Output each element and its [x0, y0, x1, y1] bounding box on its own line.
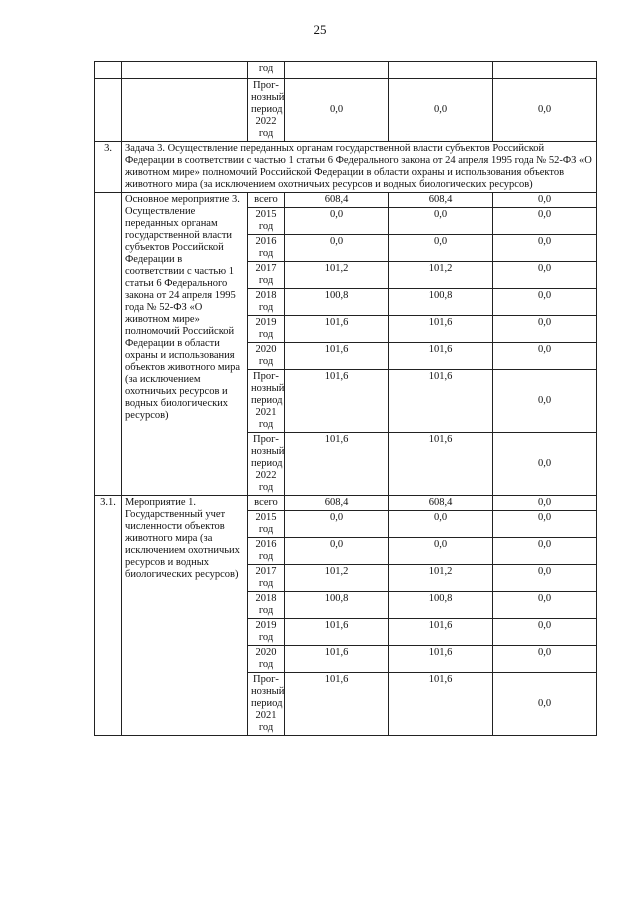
table-row	[95, 193, 597, 208]
row-number: 3.	[95, 142, 122, 193]
value-cell: 100,8	[389, 592, 493, 619]
period-cell: 2019 год	[248, 619, 285, 646]
table-row	[95, 79, 597, 142]
value-cell: 0,0	[493, 673, 597, 736]
value-cell: 101,6	[285, 370, 389, 433]
value-cell: 0,0	[493, 208, 597, 235]
period-cell: Прог- нозный период 2021 год	[248, 370, 285, 433]
table-row	[95, 62, 597, 79]
value-cell: 0,0	[493, 193, 597, 208]
value-cell: 101,6	[389, 316, 493, 343]
value-cell: 100,8	[285, 592, 389, 619]
period-cell: всего	[248, 496, 285, 511]
value-cell: 100,8	[389, 289, 493, 316]
value-cell: 101,6	[389, 646, 493, 673]
value-cell: 0,0	[285, 208, 389, 235]
event-name: Мероприятие 1. Государственный учет численности объектов животного мира (за исключением охотничьих ресурсов и водных биологических ресурсов)	[122, 496, 248, 736]
period-cell: 2016 год	[248, 538, 285, 565]
empty-cell	[389, 62, 493, 79]
value-cell: 101,2	[285, 565, 389, 592]
value-cell: 100,8	[285, 289, 389, 316]
value-cell: 0,0	[493, 496, 597, 511]
period-cell: 2015 год	[248, 511, 285, 538]
value-cell: 0,0	[285, 538, 389, 565]
table-row	[95, 496, 597, 511]
value-cell: 608,4	[389, 193, 493, 208]
value-cell: 0,0	[389, 511, 493, 538]
row-number	[95, 193, 122, 496]
period-cell: 2018 год	[248, 592, 285, 619]
value-cell: 101,6	[389, 433, 493, 496]
value-cell: 0,0	[389, 79, 493, 142]
value-cell: 0,0	[285, 511, 389, 538]
value-cell: 0,0	[493, 289, 597, 316]
empty-cell	[95, 79, 122, 142]
event-name: Основное мероприятие 3. Осуществление переданных органам государственной власти субъектов Российской Федерации в соответствии с частью 1 статьи 6 Федерального закона от 24 апреля 1995 года № 52-ФЗ «О животном мире» полномочий Российской Федерации в области охраны и использования объектов животного мира (за исключением охотничьих ресурсов и водных биологических ресурсов)	[122, 193, 248, 496]
value-cell: 101,6	[285, 619, 389, 646]
period-cell: 2016 год	[248, 235, 285, 262]
page-number: 25	[313, 22, 327, 37]
value-cell: 0,0	[493, 316, 597, 343]
empty-cell	[122, 62, 248, 79]
value-cell: 101,6	[389, 343, 493, 370]
value-cell: 101,6	[285, 343, 389, 370]
value-cell: 608,4	[285, 496, 389, 511]
value-cell: 0,0	[389, 235, 493, 262]
value-cell: 0,0	[493, 370, 597, 433]
value-cell: 101,6	[285, 646, 389, 673]
value-cell: 101,6	[285, 316, 389, 343]
value-cell: 0,0	[493, 619, 597, 646]
value-cell: 0,0	[285, 79, 389, 142]
period-cell: 2015 год	[248, 208, 285, 235]
value-cell: 101,6	[389, 673, 493, 736]
period-cell: 2020 год	[248, 646, 285, 673]
value-cell: 101,2	[389, 262, 493, 289]
budget-table	[94, 61, 597, 736]
value-cell: 0,0	[493, 262, 597, 289]
value-cell: 0,0	[493, 511, 597, 538]
row-number: 3.1.	[95, 496, 122, 736]
empty-cell	[122, 79, 248, 142]
value-cell: 0,0	[389, 538, 493, 565]
period-cell: Прог- нозный период 2022 год	[248, 433, 285, 496]
value-cell: 0,0	[493, 343, 597, 370]
period-cell: Прог- нозный период 2021 год	[248, 673, 285, 736]
value-cell: 101,2	[389, 565, 493, 592]
period-cell: 2017 год	[248, 565, 285, 592]
value-cell: 0,0	[493, 592, 597, 619]
period-cell: год	[248, 62, 285, 79]
budget-table-body	[95, 62, 597, 736]
empty-cell	[285, 62, 389, 79]
value-cell: 101,6	[389, 619, 493, 646]
value-cell: 101,6	[285, 433, 389, 496]
value-cell: 0,0	[493, 538, 597, 565]
value-cell: 0,0	[389, 208, 493, 235]
task-row	[95, 142, 597, 193]
period-cell: 2020 год	[248, 343, 285, 370]
value-cell: 0,0	[493, 433, 597, 496]
value-cell: 0,0	[493, 235, 597, 262]
period-cell: 2017 год	[248, 262, 285, 289]
empty-cell	[493, 62, 597, 79]
value-cell: 0,0	[493, 646, 597, 673]
value-cell: 0,0	[493, 565, 597, 592]
value-cell: 608,4	[285, 193, 389, 208]
value-cell: 0,0	[493, 79, 597, 142]
value-cell: 101,6	[389, 370, 493, 433]
value-cell: 608,4	[389, 496, 493, 511]
task-description: Задача 3. Осуществление переданных органам государственной власти субъектов Российской Федерации в соответствии с частью 1 статьи 6 Федерального закона от 24 апреля 1995 года № 52-ФЗ «О животном мире» полномочий Российской Федерации в области охраны и использования объектов животного мира (за исключением охотничьих ресурсов и водных биологических ресурсов)	[122, 142, 597, 193]
empty-cell	[95, 62, 122, 79]
period-cell: 2019 год	[248, 316, 285, 343]
value-cell: 101,2	[285, 262, 389, 289]
value-cell: 0,0	[285, 235, 389, 262]
period-cell: всего	[248, 193, 285, 208]
value-cell: 101,6	[285, 673, 389, 736]
period-cell: Прог- нозный период 2022 год	[248, 79, 285, 142]
period-cell: 2018 год	[248, 289, 285, 316]
